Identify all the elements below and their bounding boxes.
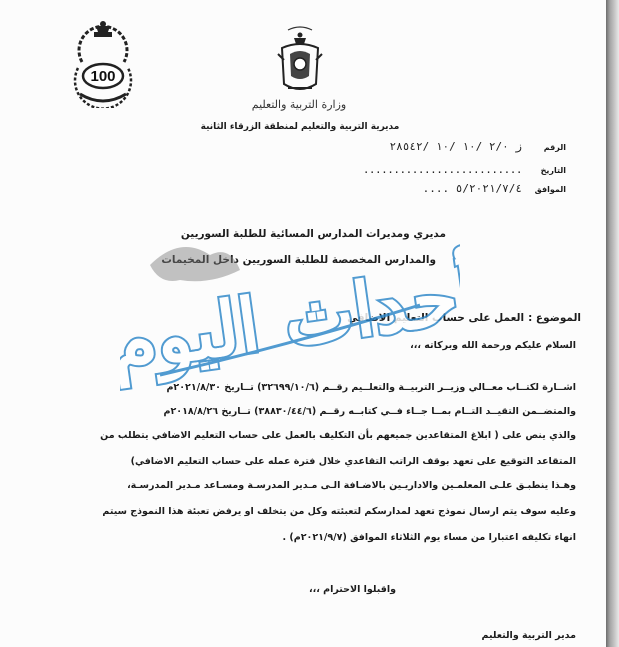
- recipients-line-1: مديري ومديرات المدارس المسائية للطلبة السوريين: [180, 228, 446, 240]
- closing-phrase: واقبلوا الاحترام ،،،: [309, 584, 396, 595]
- subject-label: الموضوع :: [528, 312, 581, 324]
- date-row: [363, 163, 566, 176]
- greeting: السلام عليكم ورحمة الله وبركاته ،،،: [410, 340, 576, 351]
- body-line-7: انهاء تكليفه اعتبارا من مساء يوم الثلاثاء الموافق (٢٠٢١/٩/٧م) .: [282, 532, 576, 543]
- date-label: التاريخ: [540, 166, 566, 175]
- centenary-100-logo: [68, 20, 138, 108]
- subject-text: العمل على حساب التعليم الاضافي: [347, 312, 525, 324]
- ministry-name-script: وزارة التربية والتعليم: [251, 98, 347, 111]
- hijri-date-row: [423, 182, 566, 195]
- news-site-watermark: [120, 225, 460, 395]
- body-line-3: والذي ينص على ( ابلاغ المتقاعدين جميعهم بأن التكليف بالعمل على حساب التعليم الاضافي يتطلب من: [100, 430, 576, 441]
- hijri-date-label: الموافق: [534, 185, 566, 194]
- scan-page-edge: [606, 0, 619, 647]
- signature-title: مدير التربية والتعليم: [481, 630, 576, 641]
- hijri-date-value: ٥/٢٠٢١/٧/٤ ....: [422, 182, 522, 195]
- body-line-2: والمتضــمن التقيــد التــام بمــا جــاء فــي كتابــه رقــم (٣٨٨٣٠/٤٤/٦) تــاريخ ٢٠١٨/٨/٢٦م: [163, 406, 576, 417]
- body-line-1: اشــارة لكتــاب معــالي وزيــر التربيــة والتعلــيم رقــم (٣٢٦٩٩/١٠/٦) تــاريخ ٢٠٢١/٨/٣٠م: [166, 382, 576, 393]
- body-line-6: وعليه سوف يتم ارسال نموذج تعهد لمدارسكم لتعبئته وكل من يتخلف او يرفض تعبئة هذا النموذج سيتم: [102, 506, 576, 517]
- date-value: ..........................: [362, 163, 522, 176]
- reference-number-row: [390, 140, 567, 153]
- reference-label: الرقم: [543, 143, 566, 152]
- recipients-line-2: والمدارس المخصصة للطلبة السوريين داخل المخيمات: [161, 254, 436, 266]
- jordan-coat-of-arms-emblem: [270, 24, 330, 96]
- body-line-4: المتقاعد التوقيع على تعهد بوقف الراتب التقاعدي خلال فترة عمله على حساب التعليم الاضافي): [130, 456, 576, 467]
- watermark-text: أحداث اليوم: [120, 251, 460, 389]
- reference-value: ز ٢/٠ /١٠ /١٠ /٢٨٥٤٢: [389, 140, 522, 153]
- svg-text:100: 100: [90, 68, 116, 85]
- directorate-name: مديرية التربية والتعليم لمنطقة الزرقاء الثانية: [200, 122, 400, 132]
- body-line-5: وهـذا ينطبـق علـى المعلمـين والاداريـين بالاضـافة الـى مـدير المدرسـة ومسـاعد مـدير المدرسـة،: [127, 480, 576, 491]
